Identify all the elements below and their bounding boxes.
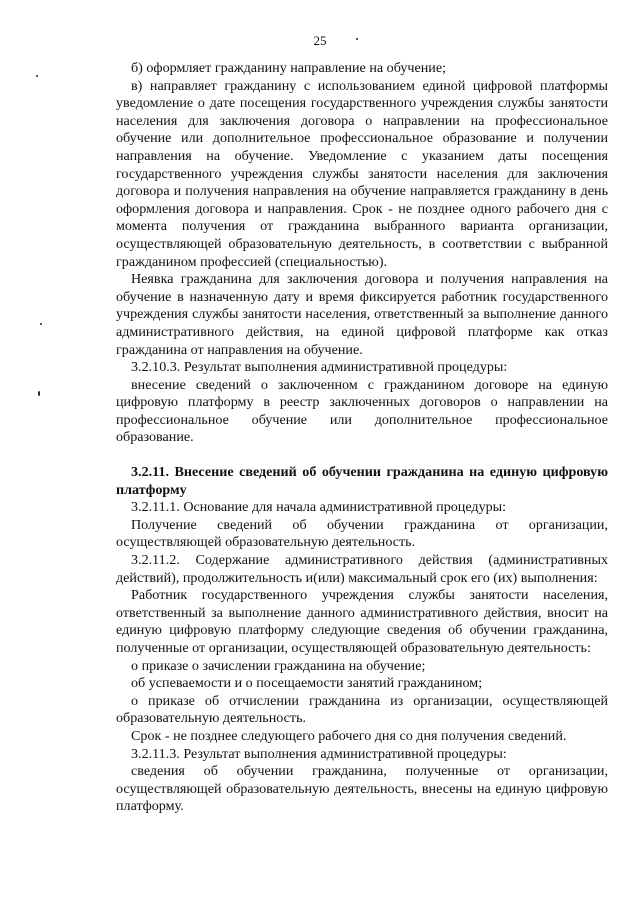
paragraph-deadline: Срок - не позднее следующего рабочего дня со дня получения сведений. [131,727,567,744]
section-heading-3-2-11: 3.2.11. Внесение сведений об обучении гражданина на единую цифровую платформу [116,464,608,498]
paragraph-item-b: б) оформляет гражданину направление на обучение; [131,60,446,76]
scan-speck [356,38,358,40]
paragraph-3-2-11-2: 3.2.11.2. Содержание административного действия (административных действий), продолжительность и(или) максимальный срок его (их) выполнения: [116,552,608,586]
paragraph-result-3-2-10: внесение сведений о заключенном с гражданином договоре на единую цифровую платформу в реестр заключенных договоров о направлении на профессиональное обучение или дополнительное профессиональное образование. [116,376,608,446]
list-item-progress: об успеваемости и о посещаемости занятий гражданином; [131,675,483,692]
document-body [116,60,608,816]
list-item-enrollment: о приказе о зачислении гражданина на обучение; [131,657,426,674]
paragraph-3-2-11-1: 3.2.11.1. Основание для начала административной процедуры: [131,499,507,516]
scan-speck [36,75,38,77]
scan-speck [38,391,40,396]
paragraph-3-2-11-3: 3.2.11.3. Результат выполнения административной процедуры: [131,745,507,762]
paragraph-basis: Получение сведений об обучении гражданина от организации, осуществляющей образовательную деятельность. [116,516,608,551]
list-item-expulsion: о приказе об отчислении гражданина из организации, осуществляющей образовательную деятельность. [116,692,608,727]
paragraph-non-appearance: Неявка гражданина для заключения договора и получения направления на обучение в назначенную дату и время фиксируется работник государственного учреждения службы занятости населения, ответственный за выполнение данного административного действия, на единой цифровой платформе как отказ гражданина от направления на обучение. [116,271,608,358]
paragraph-result-3-2-11: сведения об обучении гражданина, полученные от организации, осуществляющей образовательную деятельность, внесены на единую цифровую платформу. [116,763,608,815]
page-number: 25 [313,33,327,48]
paragraph-3-2-10-3: 3.2.10.3. Результат выполнения административной процедуры: [131,359,508,376]
paragraph-item-v: в) направляет гражданину с использованием единой цифровой платформы уведомление о дате посещения государственного учреждения службы занятости населения для заключения договора о направлении на профессиональное обучение или дополнительное профессиональное образование и получении направления на обучение. Уведомление с указанием даты посещения государственного учреждения службы занятости населения для заключения договора и получения направления на обучение направляется гражданину в день оформления договора и направления. Срок - не позднее одного рабочего дня с момента получения от гражданина выбранного варианта организации, осуществляющей образовательную деятельность, в соответствии с выбранной гражданином профессией (специальностью). [116,77,608,270]
paragraph-worker-actions: Работник государственного учреждения службы занятости населения, ответственный за выполнение данного административного действия, вносит на единую цифровую платформу следующие сведения об обучении гражданина, полученные от организации, осуществляющей образовательную деятельность: [116,587,608,656]
scan-speck [40,323,42,325]
